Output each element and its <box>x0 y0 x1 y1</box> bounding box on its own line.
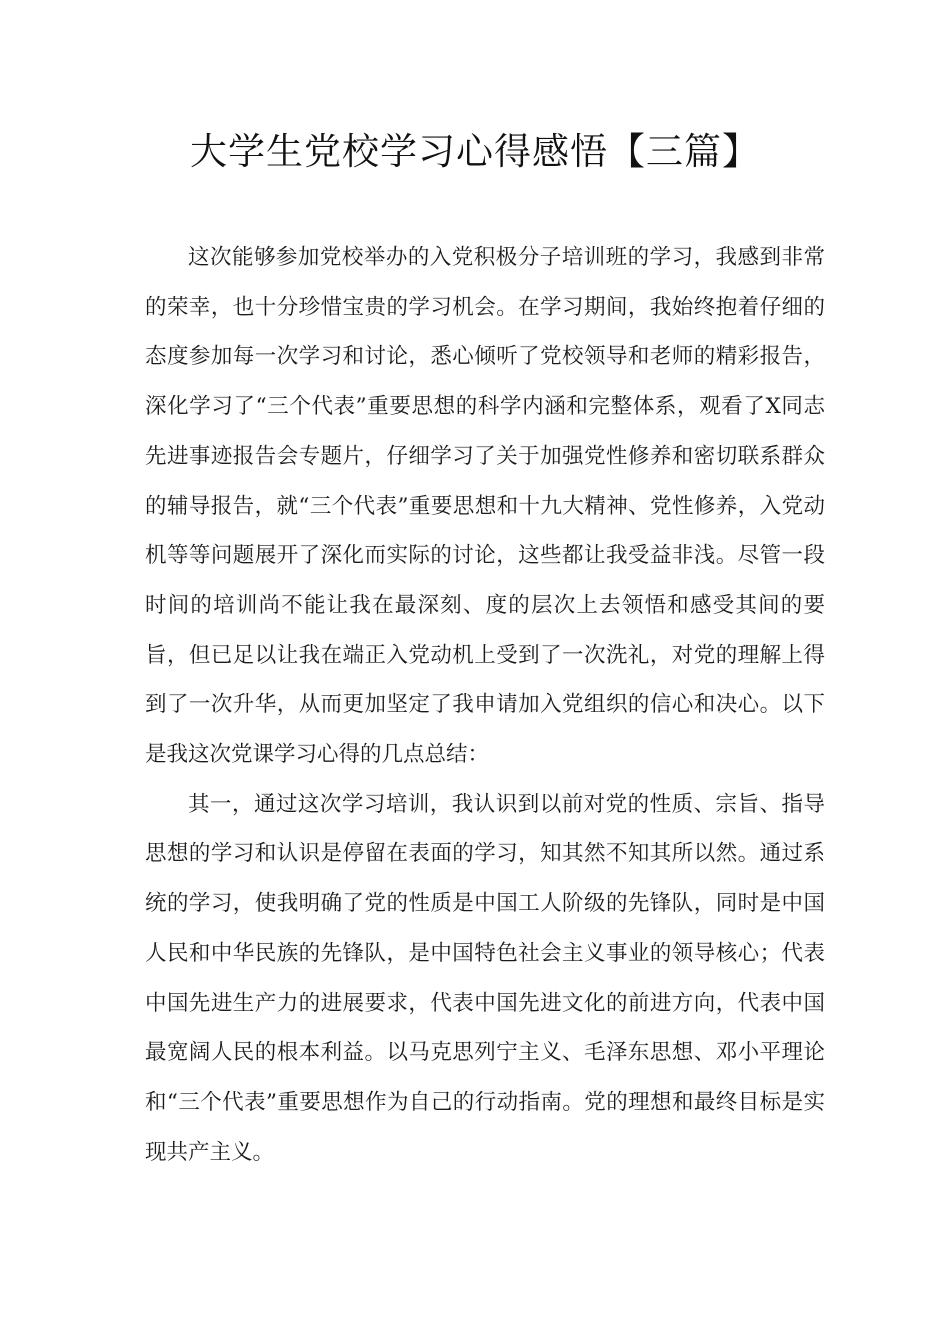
document-title: 大学生党校学习心得感悟【三篇】 <box>190 130 760 173</box>
document-body <box>145 233 825 1177</box>
body-paragraph-1: 这次能够参加党校举办的入党积极分子培训班的学习，我感到非常的荣幸，也十分珍惜宝贵的学习机会。在学习期间，我始终抱着仔细的态度参加每一次学习和讨论，悉心倾听了党校领导和老师的精彩报告，深化学习了“三个代表”重要思想的科学内涵和完整体系，观看了X同志先进事迹报告会专题片，仔细学习了关于加强党性修养和密切联系群众的辅导报告，就“三个代表”重要思想和十九大精神、党性修养，入党动机等等问题展开了深化而实际的讨论，这些都让我受益非浅。尽管一段时间的培训尚不能让我在最深刻、度的层次上去领悟和感受其间的要旨，但已足以让我在端正入党动机上受到了一次洗礼，对党的理解上得到了一次升华，从而更加坚定了我申请加入党组织的信心和决心。以下是我这次党课学习心得的几点总结： <box>145 245 825 768</box>
body-paragraph-2: 其一，通过这次学习培训，我认识到以前对党的性质、宗旨、指导思想的学习和认识是停留在表面的学习，知其然不知其所以然。通过系统的学习，使我明确了党的性质是中国工人阶级的先锋队，同时是中国人民和中华民族的先锋队，是中国特色社会主义事业的领导核心；代表中国先进生产力的进展要求，代表中国先进文化的前进方向，代表中国最宽阔人民的根本利益。以马克思列宁主义、毛泽东思想、邓小平理论和“三个代表”重要思想作为自己的行动指南。党的理想和最终目标是实现共产主义。 <box>145 791 825 1165</box>
